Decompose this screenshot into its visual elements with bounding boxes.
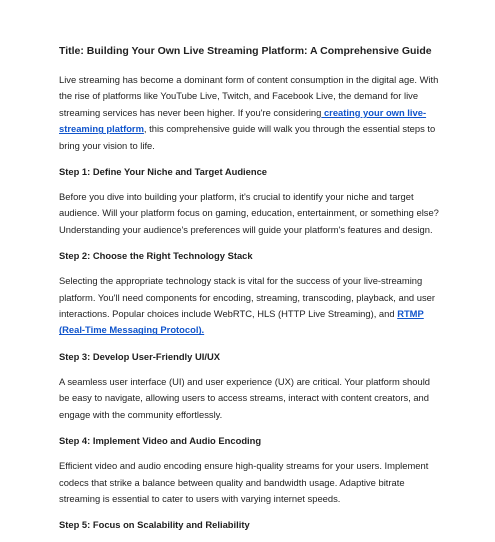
step-2-heading: Step 2: Choose the Right Technology Stack — [59, 250, 253, 262]
step-1-body: Before you dive into building your platform, it's crucial to identify your niche and target audience. Will your platform focus on gaming, education, entertainment, or something else? Understanding your audience's preferences will guide your platform's features and design. — [59, 191, 439, 235]
intro-paragraph — [59, 72, 439, 154]
document-title: Title: Building Your Own Live Streaming Platform: A Comprehensive Guide — [59, 45, 432, 57]
step-2-text-before-link: Selecting the appropriate technology stack is vital for the success of your live-streaming platform. You'll need components for encoding, streaming, transcoding, playback, and user interactions. Popular choices include WebRTC, HLS (HTTP Live Streaming), and — [59, 275, 435, 320]
intro-text-before-link: Live streaming has become a dominant form of content consumption in the digital age. With the rise of platforms like YouTube Live, Twitch, and Facebook Live, the demand for live streaming services has never been higher. If you're considering — [59, 74, 439, 118]
step-3-body: A seamless user interface (UI) and user experience (UX) are critical. Your platform should be easy to navigate, allowing users to access streams, interact with content creators, and engage with the community effortlessly. — [59, 375, 430, 420]
step-4-heading: Step 4: Implement Video and Audio Encoding — [59, 435, 262, 447]
step-1-heading: Step 1: Define Your Niche and Target Audience — [59, 166, 268, 178]
step-3-heading: Step 3: Develop User-Friendly UI/UX — [59, 350, 220, 362]
step-4-body: Efficient video and audio encoding ensure high-quality streams for your users. Implement codecs that strike a balance between quality and bandwidth usage. Adaptive bitrate streaming is essential to cater to users with varying internet speeds. — [59, 460, 429, 504]
step-2-body — [59, 273, 439, 339]
live-streaming-platform-link[interactable]: creating your own live-streaming platform — [59, 106, 427, 135]
intro-text-after-link: , this comprehensive guide will walk you through the essential steps to bring your vision to life. — [59, 123, 436, 151]
document-page — [59, 44, 439, 542]
rtmp-link[interactable]: RTMP (Real-Time Messaging Protocol). — [59, 308, 424, 336]
step-5-heading: Step 5: Focus on Scalability and Reliability — [59, 519, 250, 531]
